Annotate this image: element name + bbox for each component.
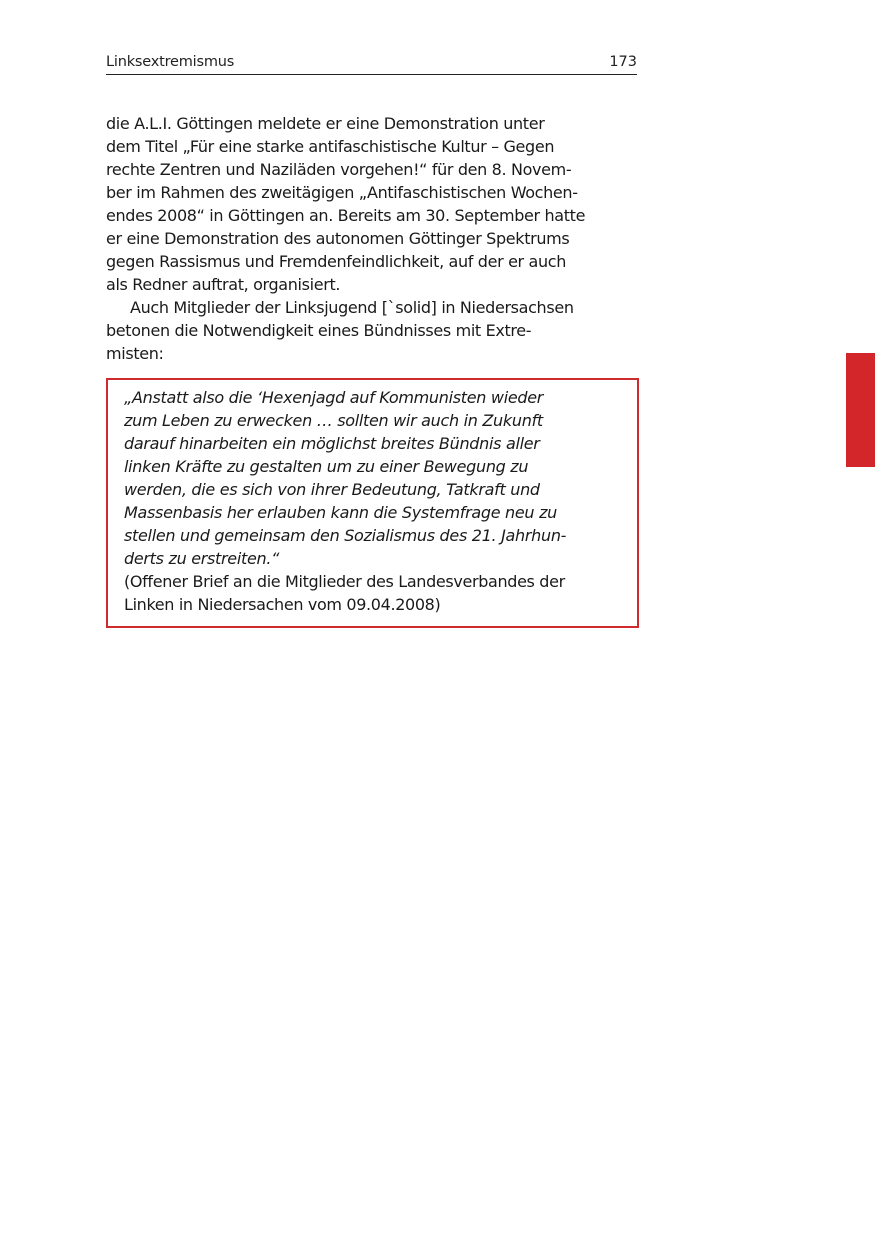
body-line: betonen die Notwendigkeit eines Bündnisses mit Extre- [106,321,532,340]
body-text [106,112,637,365]
body-line: als Redner auftrat, organisiert. [106,275,341,294]
quote-line: zum Leben zu erwecken … sollten wir auch in Zukunft [124,411,543,430]
quote-source-line: (Offener Brief an die Mitglieder des Landesverbandes der [124,572,565,591]
body-line: misten: [106,344,164,363]
body-line: er eine Demonstration des autonomen Göttinger Spektrums [106,229,570,248]
quote-source-line: Linken in Niedersachen vom 09.04.2008) [124,595,441,614]
body-line: endes 2008“ in Göttingen an. Bereits am 30. September hatte [106,206,586,225]
quote-line: stellen und gemeinsam den Sozialismus des 21. Jahrhun- [124,526,567,545]
quote-line: werden, die es sich von ihrer Bedeutung, Tatkraft und [124,480,540,499]
body-line: gegen Rassismus und Fremdenfeindlichkeit, auf der er auch [106,252,567,271]
quote-text [124,386,566,616]
body-line-paragraph-start: Auch Mitglieder der Linksjugend [`solid] in Niedersachsen [130,298,574,317]
quote-line: Massenbasis her erlauben kann die Systemfrage neu zu [124,503,558,522]
quote-line: darauf hinarbeiten ein möglichst breites Bündnis aller [124,434,540,453]
quote-box [106,378,639,628]
quote-line: „Anstatt also die ‘Hexenjagd auf Kommunisten wieder [124,388,544,407]
quote-line: derts zu erstreiten.“ [124,549,280,568]
running-header [106,50,637,75]
page-number: 173 [609,54,637,70]
body-line: rechte Zentren und Naziläden vorgehen!“ für den 8. Novem- [106,160,572,179]
quote-line: linken Kräfte zu gestalten um zu einer Bewegung zu [124,457,529,476]
chapter-side-tab [846,353,875,467]
body-line: dem Titel „Für eine starke antifaschistische Kultur – Gegen [106,137,555,156]
chapter-title: Linksextremismus [106,54,235,70]
body-line: die A.L.I. Göttingen meldete er eine Demonstration unter [106,114,545,133]
body-line: ber im Rahmen des zweitägigen „Antifaschistischen Wochen- [106,183,578,202]
